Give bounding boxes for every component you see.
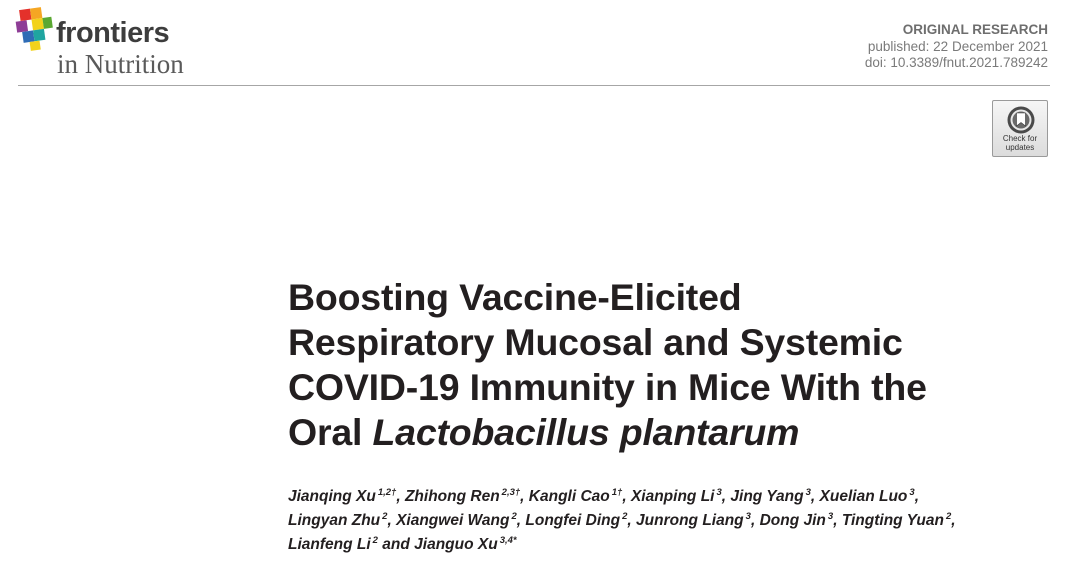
journal-section: in Nutrition [57, 49, 184, 79]
author-name[interactable]: Zhihong Ren [404, 488, 500, 505]
frontiers-logo-mark-icon [14, 6, 58, 54]
article-type: ORIGINAL RESEARCH [902, 22, 1048, 37]
journal-logo[interactable] [14, 6, 274, 79]
author-affiliation: 3 [716, 487, 722, 498]
author-list [288, 485, 1058, 557]
author-separator: , [721, 488, 731, 505]
check-for-updates-label: Check for updates [1002, 134, 1038, 152]
author-name[interactable]: Jianqing Xu [288, 488, 376, 505]
publication-date: published: 22 December 2021 [867, 38, 1048, 54]
author-name[interactable]: Longfei Ding [525, 512, 621, 529]
journal-brand: frontiers [56, 17, 170, 49]
author-separator: , [387, 512, 397, 529]
author-affiliation: 3,4* [499, 535, 517, 546]
author-separator: , [516, 512, 526, 529]
title-line-4-prefix: Oral [288, 411, 373, 453]
author-affiliation: 2,3† [501, 487, 521, 498]
author-name[interactable]: Lianfeng Li [288, 536, 371, 553]
author-affiliation: 1,2† [377, 487, 397, 498]
author-name[interactable]: Xuelian Luo [819, 488, 908, 505]
author-affiliation: 2 [382, 511, 388, 522]
author-name[interactable]: Xiangwei Wang [396, 512, 510, 529]
title-line-1: Boosting Vaccine-Elicited [288, 276, 742, 318]
article-doi[interactable]: doi: 10.3389/fnut.2021.789242 [864, 55, 1048, 70]
author-affiliation: 2 [511, 511, 517, 522]
author-separator: , [810, 488, 820, 505]
crossmark-bookmark-icon [1006, 105, 1036, 135]
author-name[interactable]: Tingting Yuan [841, 512, 944, 529]
author-line [288, 485, 1058, 509]
author-separator: , [627, 512, 637, 529]
article-meta [865, 22, 1048, 72]
check-for-updates-button[interactable] [992, 100, 1048, 157]
author-affiliation: 2 [372, 535, 378, 546]
author-separator: , [833, 512, 842, 529]
article-title [288, 275, 1058, 455]
author-name[interactable]: Xianping Li [630, 488, 715, 505]
header-divider [18, 85, 1050, 86]
author-name[interactable]: Jing Yang [730, 488, 804, 505]
author-separator: , [622, 488, 631, 505]
author-name[interactable]: Lingyan Zhu [288, 512, 381, 529]
title-line-2: Respiratory Mucosal and Systemic [288, 321, 903, 363]
title-species-name: Lactobacillus plantarum [372, 411, 800, 453]
author-affiliation: 3 [827, 511, 834, 522]
author-affiliation: 3 [805, 487, 811, 498]
author-affiliation: 2 [946, 511, 952, 522]
author-name[interactable]: Jianguo Xu [414, 536, 498, 553]
author-separator: , [396, 488, 405, 505]
author-name[interactable]: Kangli Cao [528, 488, 610, 505]
author-separator: , [750, 512, 760, 529]
author-affiliation: 3 [745, 511, 751, 522]
author-line [288, 509, 1058, 533]
author-name[interactable]: Dong Jin [759, 512, 826, 529]
author-separator: , [914, 488, 919, 505]
author-affiliation: 3 [909, 487, 915, 498]
author-name[interactable]: Junrong Liang [636, 512, 744, 529]
author-affiliation: 2 [622, 511, 628, 522]
author-separator: , [951, 512, 956, 529]
title-line-4 [288, 410, 1058, 455]
author-line [288, 533, 1058, 557]
author-separator: , [520, 488, 529, 505]
author-separator: and [377, 536, 415, 553]
title-line-3: COVID-19 Immunity in Mice With the [288, 366, 927, 408]
author-affiliation: 1† [611, 487, 623, 498]
